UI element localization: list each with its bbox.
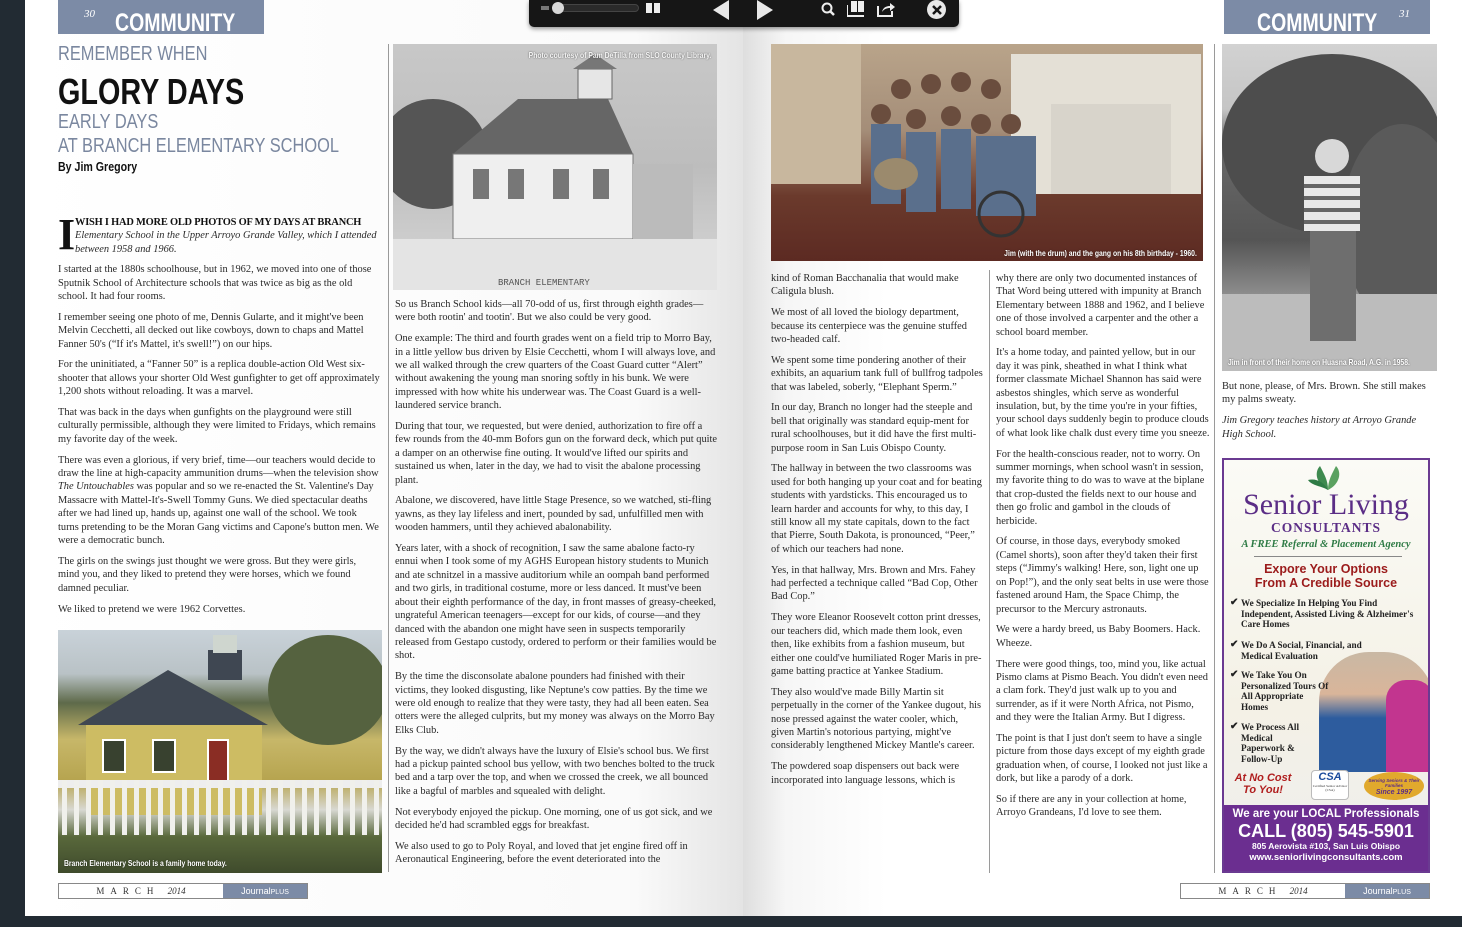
search-icon[interactable] (821, 2, 835, 16)
schoolhouse-illustration (393, 44, 717, 290)
close-icon[interactable] (927, 0, 946, 19)
footer-date (59, 884, 223, 898)
zoom-min-icon (541, 6, 549, 10)
ad-tagline: A FREE Referral & Placement Agency (1241, 539, 1411, 550)
previous-page-icon[interactable] (711, 0, 731, 20)
thumbnails-icon[interactable] (847, 1, 865, 17)
photo-caption: Jim (with the drum) and the gang on his 8th birthday - 1960. (1004, 248, 1197, 258)
paragraph: So us Branch School kids—all 70-odd of us, first through eighth grades—were both rootin' and tootin'. But we also could be very good. (395, 299, 704, 324)
ad-contact-band (1224, 805, 1428, 871)
next-page-icon[interactable] (755, 0, 775, 20)
section-title: COMMUNITY (115, 9, 236, 34)
csa-sub: Certified Senior Advisor (CSA) (1312, 784, 1348, 792)
csa-label: CSA (1318, 771, 1342, 783)
checkmark-icon: ✔ (1230, 597, 1239, 608)
headline: GLORY DAYS (58, 71, 245, 112)
ad-people-detail (1386, 680, 1430, 772)
paragraph: By the way, we didn't always have the luxury of Elsie's school bus. We first had a pickup painted school bus yellow, with two benches bolted to the truck bed and a tarp over the top, and when we crossed the creek, we all bounced like a bagful of marbles and squealed with delight. (395, 745, 715, 797)
ad-url[interactable]: www.seniorlivingconsultants.com (1249, 852, 1403, 863)
photo-branch-house (58, 630, 382, 873)
footer-brand (223, 884, 307, 898)
paragraph: I started at the 1880s schoolhouse, but in 1962, we moved into one of those Sputnik School of Architecture schools that was twice as big as the old school. It had four rooms. (58, 264, 372, 303)
paragraph: For the health-conscious reader, not to worry. On summer mornings, when school wasn't in session, my favorite thing to do was to wave at the biplane that crop-dusted the fields next to our house and then go frolic and gambol in the clouds of herbicide. (996, 448, 1205, 527)
seal-line-2: Since 1997 (1375, 789, 1413, 796)
column-rule (989, 270, 990, 873)
paragraph: We spent some time pondering another of their exhibits, an aquarium tank full of bullfrog tadpoles that was labeled, soberly, “Elephant Sperm.” (771, 354, 983, 393)
photo-sign-text: BRANCH ELEMENTARY (498, 278, 590, 288)
left-page (25, 0, 743, 916)
paragraph: We most of all loved the biology department, because its centerpiece was the genuine stuffed two-headed calf. (771, 307, 967, 346)
column-rule (1214, 44, 1215, 873)
byline: By Jim Gregory (58, 160, 138, 174)
lede-paragraph (58, 210, 380, 259)
paragraph: Not everybody enjoyed the pickup. One morning, one of us got sick, and we decided he'd had scrambled eggs for breakfast. (395, 806, 713, 831)
csa-badge (1311, 770, 1349, 800)
article-column-1 (58, 210, 380, 623)
photo-caption: Branch Elementary School is a family home today. (64, 858, 227, 868)
author-bio: Jim Gregory teaches history at Arroyo Grande High School. (1222, 415, 1417, 440)
footer-month: MARCH (96, 886, 160, 896)
paragraph (58, 454, 380, 548)
brand-name: Journal (241, 886, 271, 896)
senior-living-ad[interactable] (1222, 458, 1430, 873)
subhead-2: AT BRANCH ELEMENTARY SCHOOL (58, 135, 340, 157)
ad-address: 805 Aerovista #103, San Luis Obispo (1251, 841, 1401, 851)
article-column-3 (771, 272, 983, 794)
paragraph: So if there are any in your collection at home, Arroyo Grandeans, I'd love to see them. (996, 793, 1187, 819)
checkmark-icon: ✔ (1230, 721, 1239, 732)
section-title: COMMUNITY (1257, 9, 1378, 34)
paragraph: It's a home today, and painted yellow, but in our day it was pink, sheathed in what I think what former classmate Michael Shannon has said were asbestos shingles, which serve as wonderful insulation, but, by the time you're in your fifties, your school days suddenly begin to produce clouds of what look like chalk dust every time you sneeze. (996, 347, 1210, 439)
house-illustration (58, 630, 382, 873)
two-page-view-icon[interactable] (646, 3, 660, 13)
text: There was even a glorious, if very brief, time—our teachers would decide to draw the line at high-capacity ammunition drums—when the television show (58, 454, 379, 480)
brand-suffix: PLUS (1392, 889, 1411, 896)
viewer-toolbar (529, 0, 959, 27)
photo-old-schoolhouse (393, 44, 717, 290)
ad-bullet: ✔ We Do A Social, Financial, and Medical Evaluation (1230, 639, 1362, 661)
magazine-spread (25, 0, 1462, 916)
footer-brand (1345, 884, 1429, 898)
paragraph: In our day, Branch no longer had the steeple and bell that originally was standard equip-ment for rural schoolhouses, but it did have the first multi-purpose room in San Luis Obispo County. (771, 402, 977, 454)
paragraph: The girls on the swings just thought we were gross. But they were girls, mind you, and they liked to pretend they were horses, which we found damned peculiar. (58, 555, 357, 594)
footer-date (1181, 884, 1345, 898)
page-number: 30 (84, 8, 95, 20)
paragraph: They also would've made Billy Martin sit perpetually in the corner of the Yankee dugout, his nose pressed against the water cooler, which, given Martin's notorious partying, might've considerably lengthened Mickey Mantle's career. (771, 686, 982, 752)
subhead-1: EARLY DAYS (58, 111, 159, 133)
kicker: REMEMBER WHEN (58, 43, 208, 65)
ad-phone[interactable]: CALL (805) 545-5901 (1238, 821, 1414, 841)
lede-caps: WISH I HAD MORE OLD PHOTOS OF MY DAYS AT BRANCH (75, 217, 362, 228)
ad-bullet: ✔ We Process All Medical Paperwork & Follow-Up (1230, 721, 1300, 764)
section-tab-right (1224, 0, 1430, 34)
paragraph: We also used to go to Poly Royal, and loved that jet engine fired off in Aeronautical Engineering, before the event deteriorated into the (395, 840, 688, 866)
paragraph: We liked to pretend we were 1962 Corvettes. (58, 603, 246, 615)
ad-brand-sub: CONSULTANTS (1270, 520, 1382, 535)
footer-left (58, 883, 308, 899)
article-column-5 (1222, 380, 1437, 448)
brand-name: Journal (1363, 886, 1393, 896)
paragraph: Years later, with a shock of recognition, I saw the same abalone facto-ry ennui when I took some of my AGHS European history students to Munich and ate schnitzel in a massive auditorium while an oompah band performed and two girls, in traditional costume, more or less danced. It must've been about their eighth performance of the day, in front masses of greasy-cheeked, ungrateful American teenagers—except for our kids, of course—and they danced with the abandon one might have seen in suspects temporarily released from Gestapo custody, ordered to perform or their families would be shot. (395, 543, 717, 662)
article-column-4 (996, 272, 1210, 827)
paragraph: They wore Eleanor Roosevelt cotton print dresses, our teachers did, which made them look, even then, like exhibits from a fashion museum, but either one could've humiliated Roger Maris in pre-game batting practice at Yankee Stadium. (771, 612, 982, 677)
ad-bullet: ✔ We Specialize In Helping You Find Independent, Assisted Living & Alzheimer's Care Homes (1230, 597, 1414, 630)
photo-caption: Jim in front of their home on Huasna Road, A.G. in 1958. (1228, 357, 1410, 367)
lede-italic: Elementary School in the Upper Arroyo Grande Valley, which I attended between 1958 and 1966. (75, 230, 377, 255)
paragraph: For the uninitiated, a “Fanner 50” is a replica double-action Old West six-shooter that allows your shorter Old West gunfighter to get off approximately 1,200 shots without reloading. It was a marvel. (58, 359, 380, 398)
paragraph: During that tour, we requested, but were denied, authorization to fire off a few rounds from the 40-mm Bofors gun on the forward deck, which put quite a damper on an otherwise fine outing. It would've lifted our spirits and sustained us when, later in the day, we had to visit the abalone processing plant. (395, 421, 718, 486)
paragraph: By the time the disconsolate abalone pounders had finished with their victims, they looked disgusting, like Neptune's cow patties. By the time we were old enough to realize that they were tasty, they had all been eaten. Sea otters were the alleged culprits, but my money was always on the Morro Bay Elks Club. (395, 671, 715, 736)
photo-jim-1958 (1222, 44, 1437, 371)
paragraph: Abalone, we discovered, have little Stage Presence, so we watched, sti-fling yawns, as they lay lifeless and inert, pounded by sad, unfulfilled men with wooden hammers, until they achieved abalonability. (395, 495, 712, 534)
paragraph: But none, please, of Mrs. Brown. She still makes my palms sweaty. (1222, 381, 1426, 406)
ad-brand: Senior Living (1243, 488, 1409, 521)
paragraph: The point is that I just don't seem to have a single picture from those days except of my eighth grade graduation when, of course, I looked not just like a dork, but like a parody of a dork. (996, 732, 1208, 785)
right-page (743, 0, 1462, 916)
paragraph: Yes, in that hallway, Mrs. Brown and Mrs. Fahey had perfected a technique called “Bad Cop, Other Bad Cop.” (771, 564, 978, 603)
paragraph: There were good things, too, mind you, like actual Pismo clams at Pismo Beach. You didn't even need a clam fork. They'd just walk up to you and surrender, as if it were North Africa, not Pismo, and they were the Italian Army. But I digress. (996, 658, 1208, 724)
no-cost-line-1: At No Cost (1234, 772, 1292, 784)
checkmark-icon: ✔ (1230, 669, 1239, 680)
zoom-slider-thumb[interactable] (552, 2, 564, 14)
paragraph: kind of Roman Bacchanalia that would make Caligula blush. (771, 273, 959, 298)
seal-line-1: Serving Seniors & Their Families (1368, 778, 1420, 788)
section-tab-left (58, 0, 264, 34)
paragraph: The powdered soap dispensers out back were incorporated into language lessons, which is (771, 761, 960, 786)
ad-no-cost (1228, 772, 1298, 796)
paragraph: We were a hardy breed, us Baby Boomers. Hack. Wheeze. (996, 624, 1201, 649)
paragraph: One example: The third and fourth grades went on a field trip to Morro Bay, in a little yellow bus driven by Elsie Cecchetti, whom I will always love, and we all walked through the crew quarters of the Coast Guard cutter “Alert” without awakening the young man snoring softly in his bunk. We were impressed with how white his underwear was. The Coast Guard is a well-laundered service branch. (395, 333, 716, 412)
ad-divider (1254, 556, 1402, 557)
photo-birthday-gang (771, 44, 1203, 261)
birthday-illustration (771, 44, 1203, 261)
show-title: The Untouchables (58, 481, 134, 493)
share-icon[interactable] (877, 1, 895, 17)
ad-local: We are your LOCAL Professionals (1232, 808, 1420, 820)
footer-year: 2014 (1289, 886, 1308, 896)
column-rule (388, 44, 389, 872)
ad-headline-2: From A Credible Source (1254, 576, 1398, 590)
brand-suffix: PLUS (270, 889, 289, 896)
paragraph: That was back in the days when gunfights on the playground were still culturally permissible, although they were limited to Fridays, which remains my favorite day of the week. (58, 407, 376, 445)
checkmark-icon: ✔ (1230, 639, 1239, 650)
zoom-slider[interactable] (553, 4, 639, 12)
footer-month: MARCH (1218, 886, 1282, 896)
paragraph: The hallway in between the two classrooms was used for both hanging up your coat and for beating students with yardsticks. This encouraged us to learn harder and accounts for why, to this day, I still know all my state capitals, down to the fact that Pierre, South Dakota, is pronounced, “Peer,” of which our teachers had none. (771, 463, 982, 555)
since-1997-seal (1364, 772, 1424, 800)
footer-year: 2014 (167, 886, 186, 896)
footer-right (1180, 883, 1430, 899)
photo-credit: Photo courtesy of Pam DeTilla from SLO County Library. (528, 50, 711, 60)
ad-bullet: ✔ We Take You On Personalized Tours Of All Appropriate Homes (1230, 669, 1329, 712)
paragraph: why there are only two documented instances of That Word being uttered with impunity at Branch Elementary between 1888 and 1962, and I believe one of those involved a carpenter and the other a school board member. (996, 273, 1205, 338)
text: was popular and so we re-enacted the St. Valentine's Day Massacre with Mattel-It's-Swell Tommy Guns. We died spectacular deaths after we had lined up, hands up, against one wall of the school. We took turns pretending to be the Moran Gang victims and Capone's button men. We were a democratic bunch. (58, 481, 379, 547)
page-number: 31 (1399, 8, 1410, 20)
ad-people-photo (1319, 652, 1430, 772)
drop-cap: I (58, 210, 76, 259)
boy-illustration (1222, 44, 1437, 371)
paragraph: I remember seeing one photo of me, Dennis Gularte, and it might've been Melvin Cecchetti, all decked out like cowboys, down to chaps and Mattel Fanner 50's (“If it's Mattel, it's swell!”) on our hips. (58, 311, 364, 350)
paragraph: Of course, in those days, everybody smoked (Camel shorts), soon after they'd taken their first steps (“Jimmy's walking! Here, son, light one up on Pop!”), and the only seat belts in use were those fastened around Ham, the Space Chimp, the precursor to the Mercury astronauts. (996, 536, 1209, 615)
article-column-2 (395, 298, 719, 874)
no-cost-line-2: To You! (1243, 784, 1283, 796)
ad-headline-1: Expore Your Options (1264, 562, 1388, 576)
